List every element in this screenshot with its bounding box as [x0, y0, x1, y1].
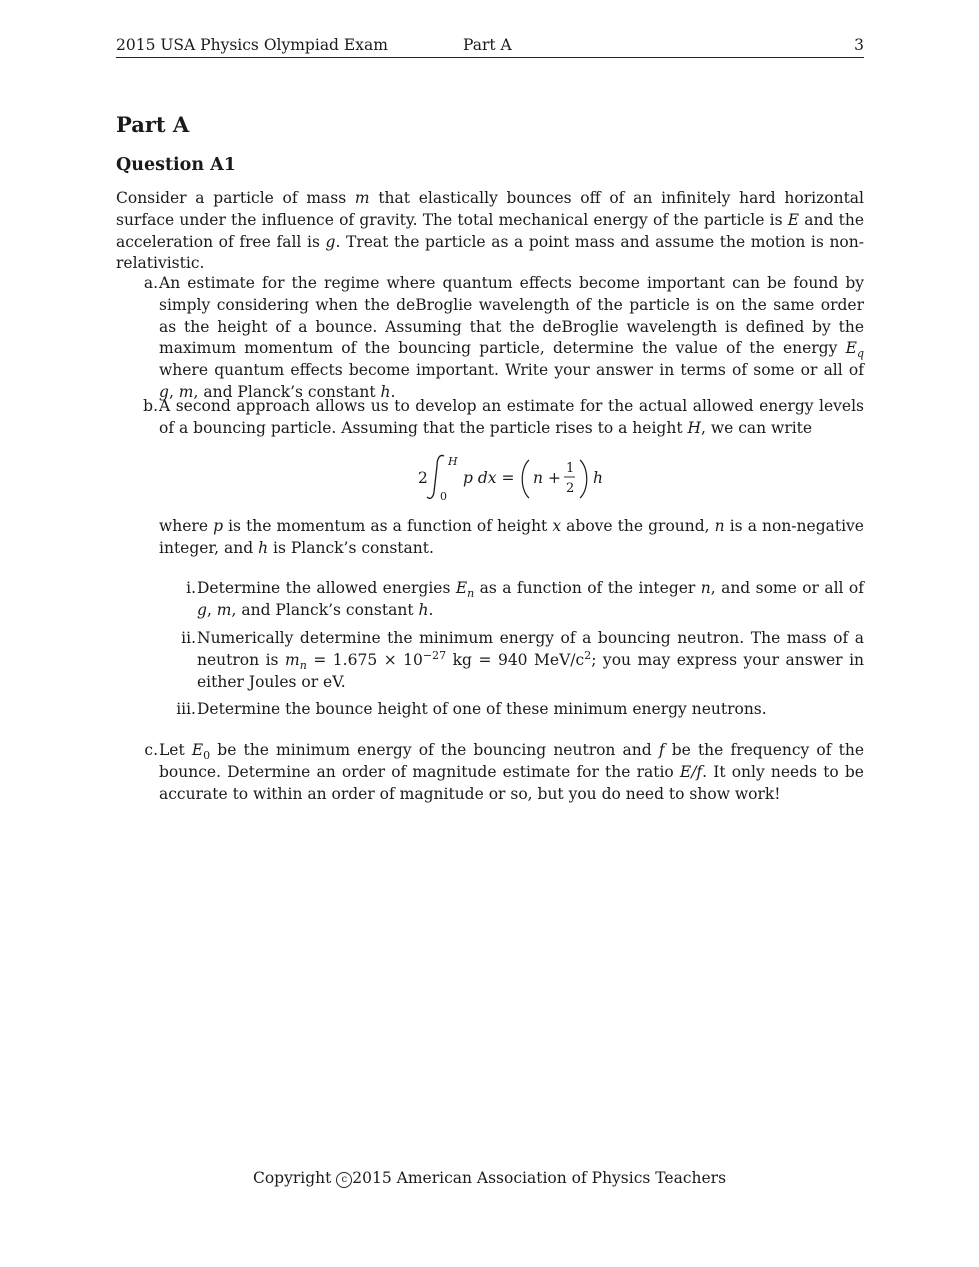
- copyright-icon: c: [336, 1172, 352, 1188]
- part-b: [116, 396, 864, 440]
- quantization-equation: [418, 452, 618, 504]
- part-a: [116, 273, 864, 404]
- subpart-i: [159, 578, 864, 622]
- eq-n-plus: n +: [533, 469, 561, 487]
- subpart-ii: [159, 628, 864, 693]
- footer-copyright-prefix: Copyright: [252, 1169, 337, 1187]
- part-c-label: c.: [144, 741, 158, 759]
- subpart-i-label: i.: [186, 579, 196, 597]
- header-exam-title: 2015 USA Physics Olympiad Exam: [116, 36, 388, 54]
- part-b-label: b.: [143, 397, 158, 415]
- eq-frac-denominator: 2: [566, 481, 575, 496]
- question-intro: Consider a particle of mass m that elastically bounces off of an infinitely hard horizontal surface under the influence of gravity. The total mechanical energy of the particle is E and the acceleration of free fall is g. Treat the particle as a point mass and assume the motion is non-relativistic.: [116, 189, 864, 273]
- part-b-text-after: where p is the momentum as a function of height x above the ground, n is a non-negative integer, and h is Planck’s constant.: [159, 517, 864, 557]
- subpart-iii-text: Determine the bounce height of one of these minimum energy neutrons.: [197, 700, 767, 718]
- right-paren: [580, 460, 587, 498]
- header-section: Part A: [463, 36, 512, 54]
- eq-coefficient: 2: [418, 469, 428, 487]
- part-c-text: Let $E_0$ be the minimum energy of the bouncing neutron and f be the frequency of the bounce. Determine an order of magnitude estimate for the ratio E/f. It only needs to be accurate to within an order of magnitude or so, but you do need to show work!: [159, 741, 865, 803]
- page-header: [116, 35, 864, 58]
- question-title: Question A1: [116, 155, 236, 175]
- part-c: [116, 740, 864, 805]
- part-title: Part A: [116, 112, 190, 137]
- part-b-text: A second approach allows us to develop an estimate for the actual allowed energy levels of a bouncing particle. Assuming that the particle rises to a height H, we can write: [159, 397, 864, 437]
- subpart-iii: [159, 699, 864, 721]
- page-footer: [0, 1169, 979, 1188]
- part-a-label: a.: [143, 274, 158, 292]
- eq-lower-limit: 0: [440, 490, 447, 503]
- part-a-text: An estimate for the regime where quantum effects become important can be found by simply considering when the deBroglie wavelength of the particle is on the same order as the height of a bounce. Assuming that the deBroglie wavelength is defined by the maximum momentum of the bouncing particle, determine the value of the energy $E_q$ where quantum effects become important. Write your answer in terms of some or all of g, m, and Planck’s constant h.: [159, 274, 864, 401]
- eq-planck: h: [593, 469, 603, 487]
- eq-integrand: p dx =: [463, 469, 515, 487]
- eq-frac-numerator: 1: [566, 461, 575, 476]
- subpart-iii-label: iii.: [176, 700, 196, 718]
- footer-copyright-text: 2015 American Association of Physics Teachers: [352, 1169, 727, 1187]
- subpart-ii-text: Numerically determine the minimum energy of a bouncing neutron. The mass of a neutron is $m_n = 1.675 \times 10^{-27}$ kg = 940 MeV/$c^2$; you may express your answer in either Joules or eV.: [197, 629, 865, 691]
- left-paren: [522, 460, 529, 498]
- subpart-i-text: Determine the allowed energies $E_n$ as a function of the integer n, and some or all of g, m, and Planck’s constant h.: [197, 579, 864, 619]
- part-b-continued: [116, 516, 864, 560]
- subpart-ii-label: ii.: [181, 629, 196, 647]
- eq-upper-limit: H: [448, 455, 458, 468]
- header-page-number: 3: [854, 36, 864, 54]
